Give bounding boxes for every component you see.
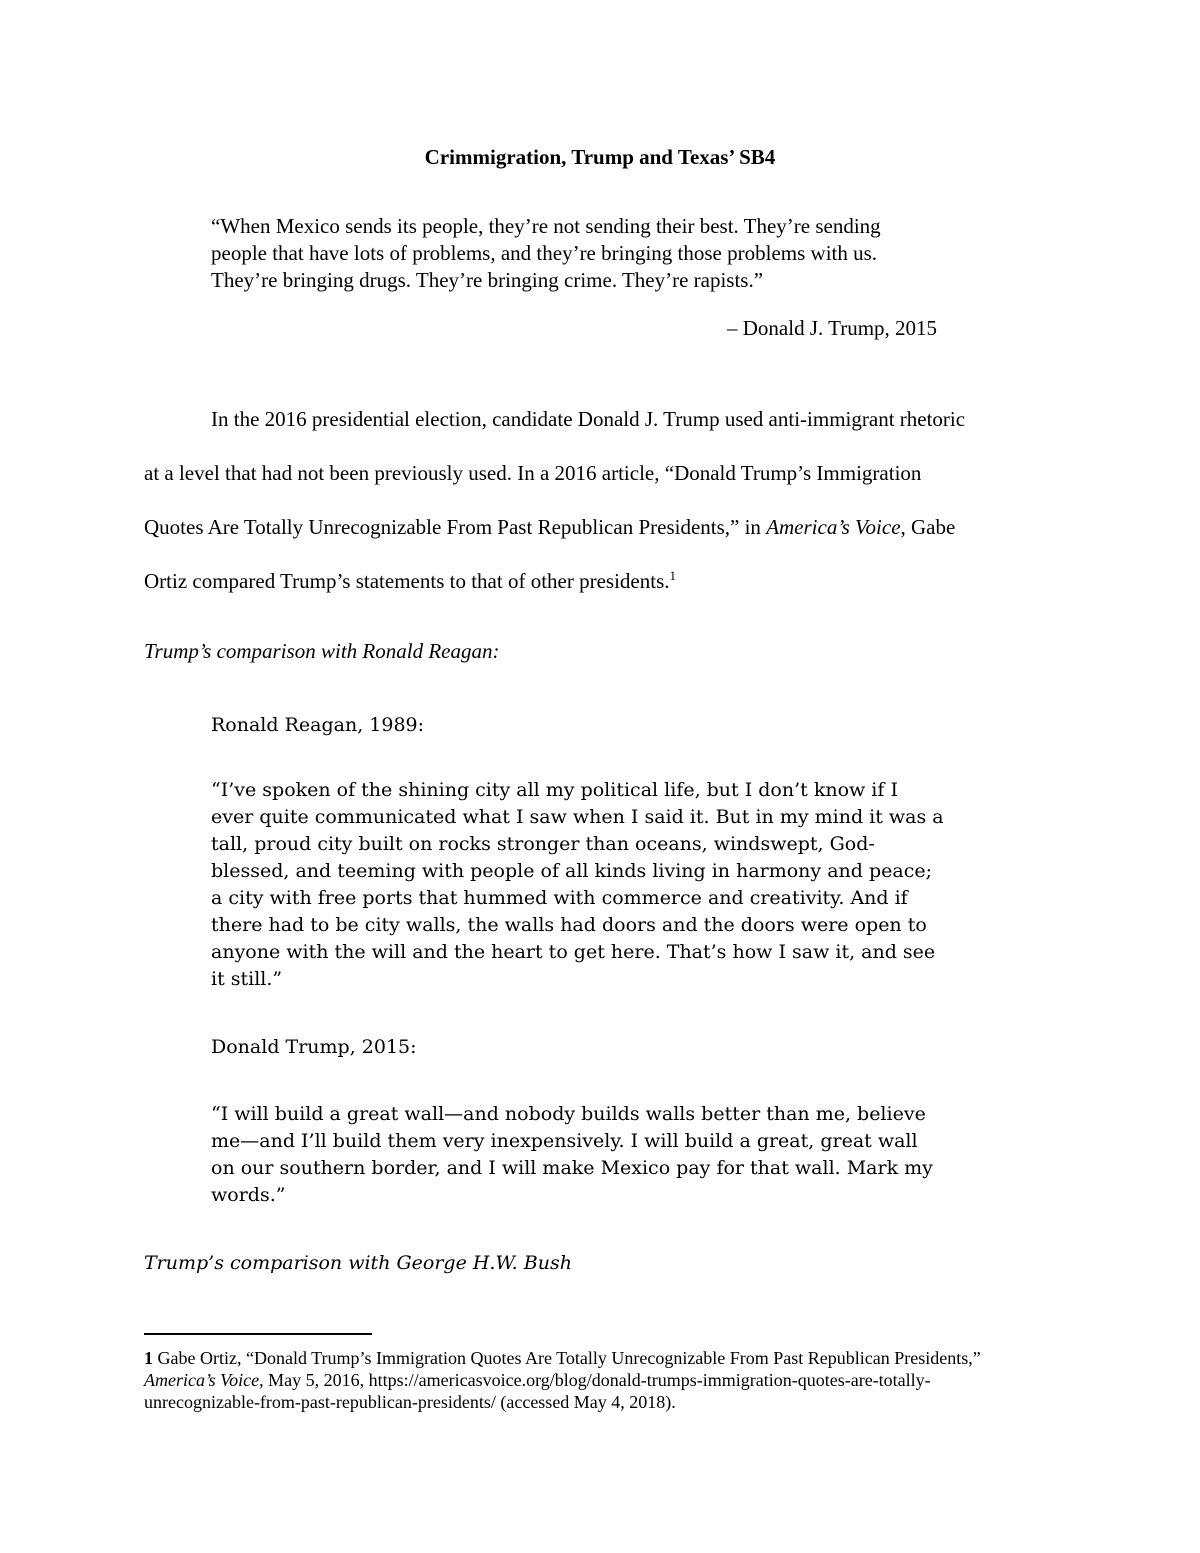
intro-paragraph-line: at a level that had not been previously used. In a 2016 article, “Donald Trump’s Immigration <box>144 461 922 485</box>
footnote-text[interactable]: , May 5, 2016, https://americasvoice.org/blog/donald-trumps-immigration-quotes-are-totally- <box>259 1370 931 1390</box>
intro-paragraph-line <box>144 515 955 540</box>
quote-line: ever quite communicated what I saw when I said it. But in my mind it was a <box>211 806 944 828</box>
document-title: Crimmigration, Trump and Texas’ SB4 <box>424 145 776 169</box>
footnote-line: unrecognizable-from-past-republican-presidents/ (accessed May 4, 2018). <box>144 1392 676 1412</box>
footnote-reference[interactable]: 1 <box>669 568 676 583</box>
footnote-separator <box>144 1333 372 1335</box>
quote-line: tall, proud city built on rocks stronger than oceans, windswept, God- <box>211 833 875 855</box>
footnote <box>144 1347 1074 1413</box>
intro-paragraph-line <box>144 569 676 594</box>
intro-text: Ortiz compared Trump’s statements to that of other presidents. <box>144 569 670 593</box>
quote-line: blessed, and teeming with people of all kinds living in harmony and peace; <box>211 860 932 882</box>
footnote-line <box>144 1347 1074 1369</box>
epigraph-line: “When Mexico sends its people, they’re not sending their best. They’re sending <box>211 214 881 238</box>
section-heading-bush: Trump’s comparison with George H.W. Bush <box>144 1252 572 1274</box>
quote-line: anyone with the will and the heart to get here. That’s how I saw it, and see <box>211 941 936 963</box>
quote-line: a city with free ports that hummed with commerce and creativity. And if <box>211 887 908 909</box>
trump-quote <box>211 1101 1011 1209</box>
intro-text: Quotes Are Totally Unrecognizable From Past Republican Presidents,” in <box>144 515 767 539</box>
publication-name: America’s Voice <box>144 1370 260 1390</box>
quote-line: words.” <box>211 1184 286 1206</box>
quote-line: there had to be city walls, the walls had doors and the doors were open to <box>211 914 927 936</box>
footnote-number: 1 <box>144 1348 153 1368</box>
epigraph-line: They’re bringing drugs. They’re bringing crime. They’re rapists.” <box>211 268 764 292</box>
intro-text: , Gabe <box>900 515 956 539</box>
speaker-label: Donald Trump, 2015: <box>211 1036 417 1058</box>
quote-line: on our southern border, and I will make Mexico pay for that wall. Mark my <box>211 1157 933 1179</box>
footnote-line <box>144 1369 1074 1391</box>
speaker-label: Ronald Reagan, 1989: <box>211 714 425 736</box>
epigraph-quote <box>211 213 991 294</box>
footnote-text: Gabe Ortiz, “Donald Trump’s Immigration Quotes Are Totally Unrecognizable From Past Republican Presidents,” <box>153 1348 981 1368</box>
quote-line: it still.” <box>211 968 283 990</box>
quote-line: “I will build a great wall—and nobody builds walls better than me, believe <box>211 1103 926 1125</box>
section-heading-reagan: Trump’s comparison with Ronald Reagan: <box>144 639 500 663</box>
quote-line: “I’ve spoken of the shining city all my political life, but I don’t know if I <box>211 779 898 801</box>
publication-name: America’s Voice <box>766 515 901 539</box>
epigraph-attribution: – Donald J. Trump, 2015 <box>727 316 938 340</box>
epigraph-line: people that have lots of problems, and they’re bringing those problems with us. <box>211 241 878 265</box>
reagan-quote <box>211 777 1011 993</box>
quote-line: me—and I’ll build them very inexpensively. I will build a great, great wall <box>211 1130 918 1152</box>
intro-paragraph-line: In the 2016 presidential election, candidate Donald J. Trump used anti-immigrant rhetoric <box>211 407 966 431</box>
